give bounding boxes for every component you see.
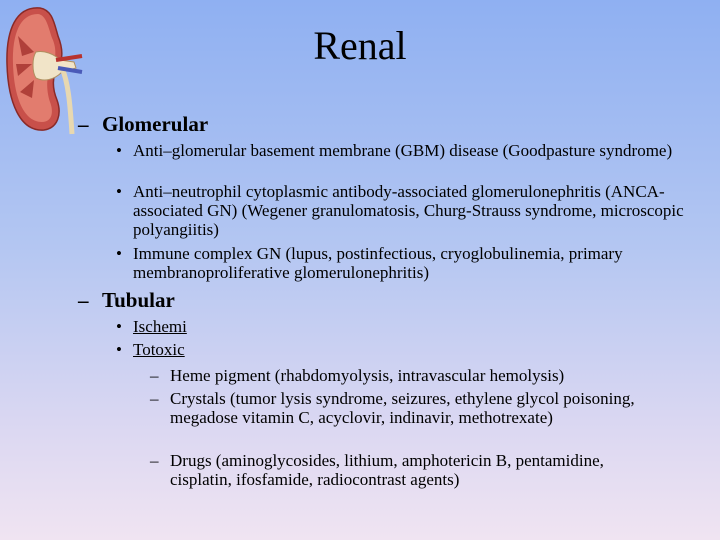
sub-list-item — [150, 366, 650, 385]
list-item-text: Totoxic — [133, 340, 185, 359]
list-item-text: Anti–neutrophil cytoplasmic antibody-associated glomerulonephritis (ANCA-associated GN) (Wegener granulomatosis, Churg-Strauss syndrome, microscopic polyangiitis) — [133, 182, 684, 239]
heading-text: Glomerular — [102, 112, 209, 136]
list-item-text: Anti–glomerular basement membrane (GBM) disease (Goodpasture syndrome) — [133, 141, 673, 160]
sub-list-item-text: Crystals (tumor lysis syndrome, seizures, ethylene glycol poisoning, megadose vitamin C, acyclovir, indinavir, methotrexate) — [170, 389, 635, 427]
sub-list-item — [150, 451, 650, 489]
list-item — [116, 317, 696, 336]
list-item — [116, 141, 696, 160]
bullet-marker: • — [116, 182, 122, 201]
bullet-marker: • — [116, 317, 122, 336]
list-item-text-wrap — [116, 317, 696, 336]
sub-list-item — [150, 389, 650, 427]
bullet-marker: • — [116, 141, 122, 160]
bullet-marker: • — [116, 244, 122, 263]
list-item-text: Immune complex GN (lupus, postinfectious, cryoglobulinemia, primary membranoproliferative glomerulonephritis) — [133, 244, 623, 282]
slide-title: Renal — [313, 23, 407, 68]
list-item-text: Ischemi — [133, 317, 187, 336]
dash-marker: – — [150, 366, 159, 385]
list-item — [116, 340, 696, 359]
section-heading-glomerular — [78, 112, 208, 136]
section-heading-tubular — [78, 288, 175, 312]
heading-text: Tubular — [102, 288, 175, 312]
dash-marker: – — [78, 112, 89, 136]
sub-list-item-text: Heme pigment (rhabdomyolysis, intravascular hemolysis) — [170, 366, 565, 385]
sub-list-item-text: Drugs (aminoglycosides, lithium, amphotericin B, pentamidine, cisplatin, ifosfamide, radiocontrast agents) — [170, 451, 604, 489]
list-item-text-wrap — [116, 340, 696, 359]
list-item — [116, 182, 696, 239]
dash-marker: – — [150, 451, 159, 470]
dash-marker: – — [150, 389, 159, 408]
dash-marker: – — [78, 288, 89, 312]
bullet-marker: • — [116, 340, 122, 359]
list-item — [116, 244, 696, 282]
